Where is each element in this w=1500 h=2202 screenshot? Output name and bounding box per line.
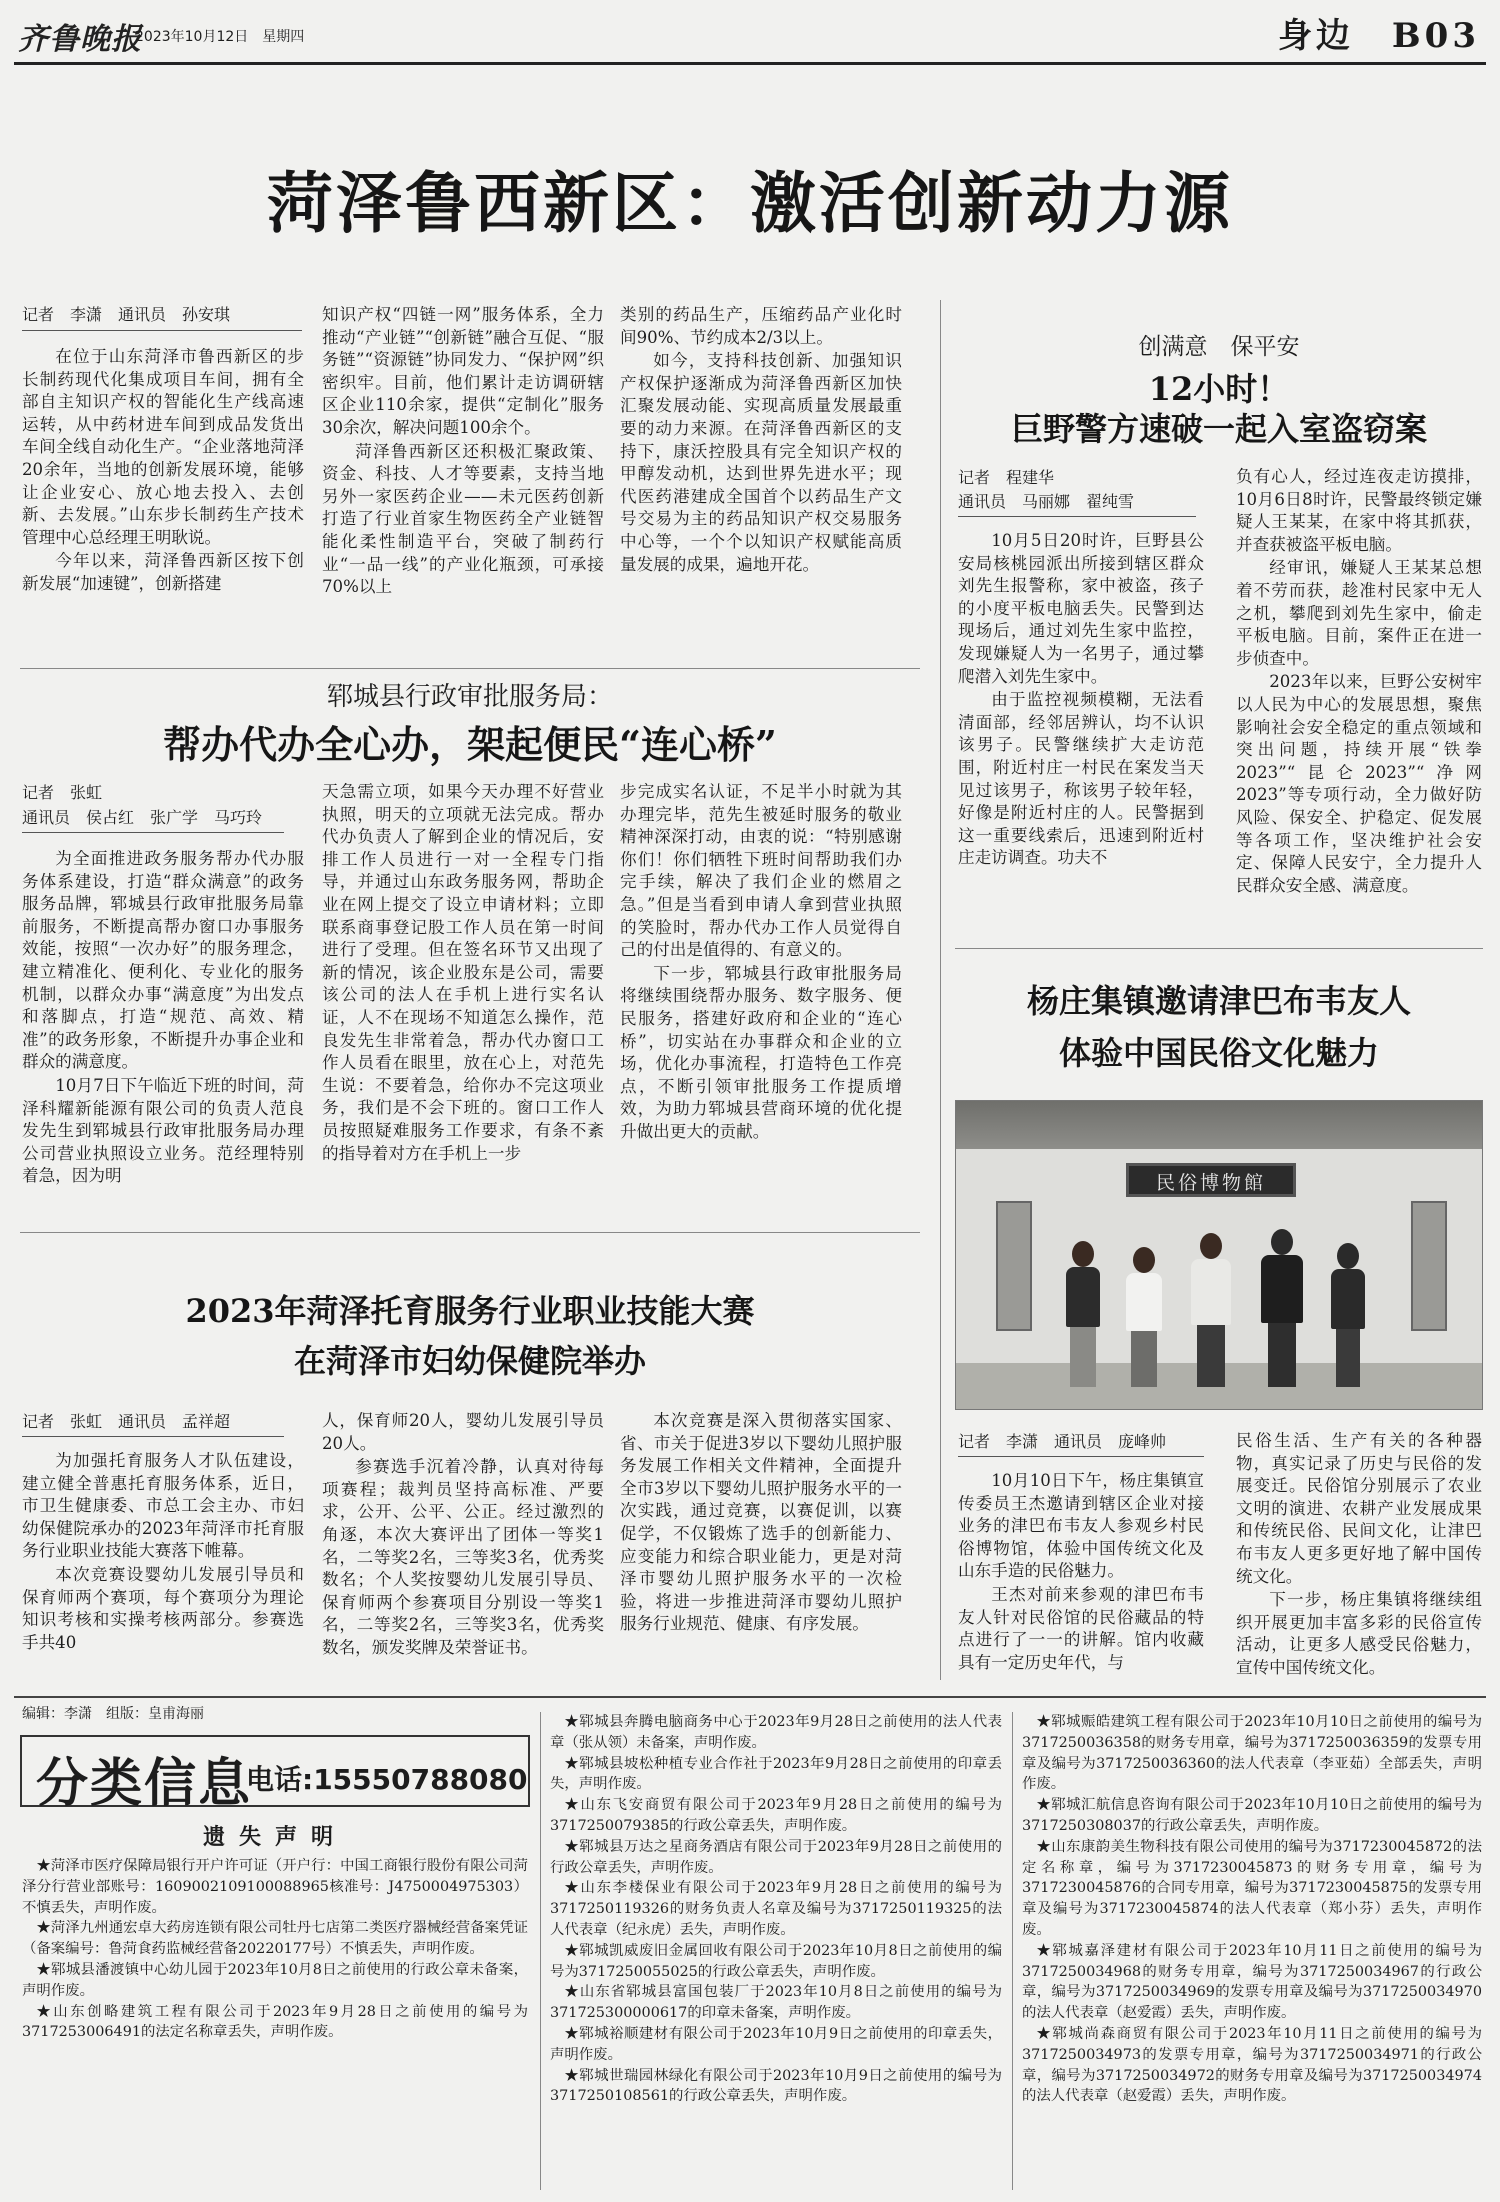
article5-headline-line2: 在菏泽市妇幼保健院举办: [293, 1342, 646, 1380]
article3-col1: [22, 848, 304, 1226]
article2-byline-rule: [958, 516, 1196, 517]
notices-col3: [1022, 1712, 1482, 2190]
article4-headline-line1: 杨庄集镇邀请津巴布韦友人: [1026, 982, 1411, 1020]
article2-headline-line2: 巨野警方速破一起入室盗窃案: [1010, 410, 1427, 448]
lost-notice-heading: 遗失声明: [202, 1824, 347, 1850]
article3-col2-para: 天急需立项，如果今天办理不好营业执照，明天的立项就无法完成。帮办代办负责人了解到企业的情况后，安排工作人员进行一对一全程专门指导，并通过山东政务服务网，帮助企业在网上提交了设立申请材料；立即联系商事登记股工作人员在第一时间进行了受理。但在签名环节又出现了新的情况，该企业股东是公司，需要该公司的法人在手机上进行实名认证，人不在现场不知道怎么操作，范良发先生非常着急，帮办代办窗口工作人员看在眼里，放在心上，对范先生说：不要着急，给你办不完这项业务，我们是不会下班的。窗口工作人员按照疑难服务工作要求，有条不紊的指导着对方在手机上一步: [322, 782, 604, 1163]
notice-item: ★郓城县奔腾电脑商务中心于2023年9月28日之前使用的法人代表章（张从领）未备案，声明作废。: [550, 1714, 1002, 1751]
article1-byline: 记者 李潇 通讯员 孙安琪: [22, 305, 231, 324]
person-figure: [1066, 1241, 1100, 1387]
classified-title: 分类信息: [36, 1753, 253, 1814]
notice-item: ★山东康韵美生物科技有限公司使用的编号为3717230045872的法定名称章，编号为3717230045873的财务专用章，编号为3717230045876的合同专用章，编号为3717230045875的发票专用章及编号为3717230045874的法人代表章（郑小芬）丢失，声明作废。: [1022, 1838, 1482, 1938]
article5-divider: [20, 1232, 920, 1233]
article5-byline-rule: [22, 1436, 284, 1437]
article3-col1-para: 10月7日下午临近下班的时间，菏泽科耀新能源有限公司的负责人范良发先生到郓城县行政审批服务局办理公司营业执照设立业务。范经理特别着急，因为明: [22, 1075, 304, 1186]
photo-roof: [956, 1101, 1482, 1151]
notice-item: ★山东飞安商贸有限公司于2023年9月28日之前使用的编号为3717250079385的行政公章丢失，声明作废。: [550, 1797, 1002, 1834]
article5-col2: [322, 1410, 604, 1682]
article4-col2-para: 民俗生活、生产有关的各种器物，真实记录了历史与民俗的发展变迁。民俗馆分别展示了农业文明的演进、农耕产业发展成果和传统民俗、民间文化，让津巴布韦友人更多更好地了解中国传统文化。: [1236, 1431, 1482, 1586]
notices-col1: [22, 1856, 528, 2186]
person-figure: [1191, 1233, 1231, 1387]
main-headline: 菏泽鲁西新区：激活创新动力源: [267, 164, 1233, 242]
article2-col2-para: 2023年以来，巨野公安树牢以人民为中心的发展思想，聚焦影响社会安全稳定的重点领域和突出问题，持续开展“铁拳2023”“昆仑2023”“净网2023”等专项行动，全力做好防风险、保安全、护稳定、促发展等各项工作，坚决维护社会安定、保障人民安宁，全力提升人民群众安全感、满意度。: [1236, 672, 1482, 895]
article1-col3-para: 如今，支持科技创新、加强知识产权保护逐渐成为菏泽鲁西新区加快汇聚发展动能、实现高质量发展最重要的动力来源。在菏泽鲁西新区的支持下，康沃控股具有完全知识产权的甲醇发动机，达到世界先进水平；现代医药港建成全国首个以药品生产文号交易为主的药品知识产权交易服务中心等，一个个以知识产权赋能高质量发展的成果，遍地开花。: [620, 351, 902, 574]
article2-col2: [1236, 466, 1482, 978]
article3-byline-rule: [22, 832, 284, 833]
article4-col1-para: 王杰对前来参观的津巴布韦友人针对民俗馆的民俗藏品的特点进行了一一的讲解。馆内收藏具有一定历史年代，与: [958, 1584, 1204, 1672]
editorial-rule: [14, 1696, 1486, 1698]
article5-col2-para: 人，保育师20人，婴幼儿发展引导员20人。: [322, 1411, 604, 1453]
article3-col3: [620, 781, 902, 1226]
notice-item: ★郓城嘉泽建材有限公司于2023年10月11日之前使用的编号为3717250034968的财务专用章，编号为3717250034967的行政公章，编号为3717250034969的发票专用章及编号为3717250034970的法人代表章（赵爱霞）丢失，声明作废。: [1022, 1942, 1482, 2022]
article2-divider: [955, 948, 1483, 949]
article2-byline1: 记者 程建华: [958, 468, 1055, 487]
museum-group-photo: [955, 1100, 1483, 1410]
masthead-rule: [14, 62, 1486, 65]
notices-divider: [540, 1712, 541, 2190]
classified-phone: 电话:15550788080: [246, 1763, 528, 1796]
photo-window: [996, 1201, 1032, 1331]
museum-plaque: 民俗博物館: [1126, 1163, 1296, 1197]
notice-item: ★郓城县坡松种植专业合作社于2023年9月28日之前使用的印章丢失，声明作废。: [550, 1755, 1002, 1793]
editor-credits: 编辑：李潇 组版：皇甫海丽: [22, 1706, 204, 1722]
notice-item: ★郓城凯威废旧金属回收有限公司于2023年10月8日之前使用的编号为3717250055025的行政公章丢失，声明作废。: [550, 1942, 1002, 1980]
article3-col1-para: 为全面推进政务服务帮办代办服务体系建设，打造“群众满意”的政务服务品牌，郓城县行政审批服务局靠前服务，不断提高帮办窗口办事服务效能，按照“一次办好”的服务理念，建立精准化、便利化、专业化的服务机制，以群众办事“满意度”为出发点和落脚点，打造“规范、高效、精准”的政务形象，不断提升办事企业和群众的满意度。: [22, 849, 304, 1072]
issue-date: 2023年10月12日 星期四: [135, 29, 305, 45]
notice-item: ★菏泽市医疗保障局银行开户许可证（开户行：中国工商银行股份有限公司菏泽分行营业部账号：1609002109100088965核准号：J4750004975303）不慎丢失，声明作废。: [22, 1858, 528, 1916]
notice-item: ★郓城县潘渡镇中心幼儿园于2023年10月8日之前使用的行政公章未备案，声明作废。: [22, 1961, 528, 1999]
article3-col3-para: 步完成实名认证，不足半小时就为其办理完毕，范先生被延时服务的敬业精神深深打动，由衷的说：“特别感谢你们！你们牺牲下班时间帮助我们办完手续，解决了我们企业的燃眉之急。”但是当看到申请人拿到营业执照的笑脸时，帮办代办工作人员觉得自己的付出是值得的、有意义的。: [620, 782, 902, 960]
article1-col1-para: 在位于山东菏泽市鲁西新区的步长制药现代化集成项目车间，拥有全部自主知识产权的智能化生产线高速运转，从中药材进车间到成品发货出车间全线自动化生产。“企业落地菏泽20余年，当地的创新发展环境，能够让企业安心、放心地去投入、去创新、去发展。”山东步长制药生产技术管理中心总经理王明耿说。: [22, 347, 304, 547]
article2-col1: [958, 530, 1204, 978]
column-divider: [940, 300, 941, 1680]
notice-item: ★山东创略建筑工程有限公司于2023年9月28日之前使用的编号为3717253006491的法定名称章丢失，声明作废。: [22, 2003, 528, 2041]
article1-col2: [322, 304, 604, 666]
article5-col2-para: 参赛选手沉着冷静，认真对待每项赛程；裁判员坚持高标准、严要求，公开、公平、公正。经过激烈的角逐，本次大赛评出了团体一等奖1名，二等奖2名，三等奖3名，优秀奖数名；个人奖按婴幼儿发展引导员、保育师两个参赛项目分别设一等奖1名，二等奖2名，三等奖3名，优秀奖数名，颁发奖牌及荣誉证书。: [322, 1457, 604, 1657]
article3-byline1: 记者 张虹: [22, 783, 103, 802]
notice-item: ★郓城世瑞园林绿化有限公司于2023年10月9日之前使用的编号为3717250108561的行政公章丢失，声明作废。: [550, 2067, 1002, 2105]
article5-byline: 记者 张虹 通讯员 孟祥超: [22, 1412, 231, 1431]
article1-col3: [620, 304, 902, 666]
notice-item: ★郓城赈皓建筑工程有限公司于2023年10月10日之前使用的编号为3717250036358的财务专用章，编号为3717250036359的发票专用章及编号为3717250036360的法人代表章（李亚茹）全部丢失，声明作废。: [1022, 1714, 1482, 1793]
article1-col2-para: 知识产权“四链一网”服务体系，全力推动“产业链”“创新链”融合互促、“服务链”“资源链”协同发力、“保护网”织密织牢。目前，他们累计走访调研辖区企业110余家，提供“定制化”服务30余次，解决问题100余个。: [322, 305, 604, 437]
section-label: 身边 B03: [1277, 16, 1480, 56]
article5-headline-line1: 2023年菏泽托育服务行业职业技能大赛: [185, 1292, 755, 1330]
article3-col3-para: 下一步，郓城县行政审批服务局将继续围绕帮办服务、数字服务、便民服务，搭建好政府和企业的“连心桥”，切实站在办事群众和企业的立场，优化办事流程，打造特色工作亮点，不断引领审批服务工作提质增效，为助力郓城县营商环境的优化提升做出更大的贡献。: [620, 963, 902, 1141]
person-figure: [1261, 1229, 1303, 1387]
notices-divider: [1012, 1712, 1013, 2190]
article5-col3-para: 本次竞赛是深入贯彻落实国家、省、市关于促进3岁以下婴幼儿照护服务发展工作相关文件精神，全面提升全市3岁以下婴幼儿照护服务水平的一次实践，通过竞赛，以赛促训，以赛促学，不仅锻炼了选手的创新能力、应变能力和综合职业能力，更是对菏泽市婴幼儿照护服务水平的一次检验，将进一步推进菏泽市婴幼儿照护服务行业规范、健康、有序发展。: [620, 1411, 902, 1634]
article2-headline-line1: 12小时！: [1148, 370, 1290, 408]
notices-col2: [550, 1712, 1002, 2190]
article2-byline2: 通讯员 马丽娜 翟纯雪: [958, 492, 1135, 511]
article2-col2-para: 经审讯，嫌疑人王某某总想着不劳而获，趁准村民家中无人之机，攀爬到刘先生家中，偷走平板电脑。目前，案件正在进一步侦查中。: [1236, 558, 1482, 668]
article5-col3: [620, 1410, 902, 1682]
notice-item: ★郓城裕顺建材有限公司于2023年10月9日之前使用的印章丢失，声明作废。: [550, 2025, 1002, 2063]
article2-col1-para: 由于监控视频模糊，无法看清面部，经邻居辨认，均不认识该男子。民警继续扩大走访范围，附近村庄一村民在案发当天见过该男子，称该男子较年轻，好像是附近村庄的人。民警据到这一重要线索后，迅速到附近村庄走访调查。功夫不: [958, 690, 1204, 868]
article3-divider: [20, 668, 920, 669]
newspaper-logo: 齐鲁晚报: [18, 22, 142, 57]
article1-col2-para: 菏泽鲁西新区还积极汇聚政策、资金、科技、人才等要素，支持当地另外一家医药企业——未元医药创新打造了行业首家生物医药全产业链智能化柔性制造平台，突破了制药行业“一品一线”的产业化瓶颈，可承接70%以上: [322, 441, 604, 597]
article4-col2: [1236, 1430, 1482, 1680]
article1-col3-para: 类别的药品生产，压缩药品产业化时间90%、节约成本2/3以上。: [620, 305, 902, 347]
notice-item: ★菏泽九州通宏卓大药房连锁有限公司牡丹七店第二类医疗器械经营备案凭证（备案编号：鲁菏食药监械经营备20220177号）不慎丢失，声明作废。: [22, 1920, 528, 1958]
photo-window: [1411, 1201, 1447, 1331]
notice-item: ★郓城尚森商贸有限公司于2023年10月11日之前使用的编号为3717250034973的发票专用章，编号为3717250034971的行政公章，编号为3717250034972的财务专用章及编号为3717250034974的法人代表章（赵爱霞）丢失，声明作废。: [1022, 2025, 1482, 2105]
article2-col1-para: 10月5日20时许，巨野县公安局核桃园派出所接到辖区群众刘先生报警称，家中被盗，孩子的小度平板电脑丢失。民警到达现场后，通过刘先生家中监控，发现嫌疑人为一名男子，通过攀爬潜入刘先生家中。: [958, 531, 1204, 686]
article4-byline-rule: [958, 1456, 1204, 1457]
article3-col2: [322, 781, 604, 1226]
notice-item: ★山东李楼保业有限公司于2023年9月28日之前使用的编号为3717250119326的财务负责人名章及编号为3717250119325的法人代表章（纪永虎）丢失，声明作废。: [550, 1880, 1002, 1938]
notice-item: ★郓城县万达之星商务酒店有限公司于2023年9月28日之前使用的行政公章丢失，声明作废。: [550, 1838, 1002, 1876]
person-figure: [1126, 1247, 1162, 1387]
article4-col1-para: 10月10日下午，杨庄集镇宣传委员王杰邀请到辖区企业对接业务的津巴布韦友人参观乡村民俗博物馆，体验中国传统文化及山东手造的民俗魅力。: [958, 1471, 1204, 1581]
article1-byline-rule: [22, 330, 302, 331]
notice-item: ★山东省郓城县富国包装厂于2023年10月8日之前使用的编号为371725300000617的印章未备案，声明作废。: [550, 1984, 1002, 2022]
article3-kicker: 郓城县行政审批服务局：: [326, 682, 613, 712]
article3-headline: 帮办代办全心办，架起便民“连心桥”: [163, 722, 777, 767]
person-figure: [1331, 1243, 1365, 1387]
article2-col2-para: 负有心人，经过连夜走访摸排，10月6日8时许，民警最终锁定嫌疑人王某某，在家中将其抓获，并查获被盗平板电脑。: [1236, 467, 1482, 554]
article5-col1-para: 为加强托育服务人才队伍建设，建立健全普惠托育服务体系，近日，市卫生健康委、市总工会主办、市妇幼保健院承办的2023年菏泽市托育服务行业职业技能大赛落下帷幕。: [22, 1451, 304, 1561]
article3-byline2: 通讯员 侯占红 张广学 马巧玲: [22, 808, 263, 827]
article4-byline: 记者 李潇 通讯员 庞峰帅: [958, 1432, 1167, 1451]
article1-col1: [22, 346, 304, 666]
article4-col2-para: 下一步，杨庄集镇将继续组织开展更加丰富多彩的民俗宣传活动，让更多人感受民俗魅力，宣传中国传统文化。: [1236, 1590, 1482, 1677]
article5-col1-para: 本次竞赛设婴幼儿发展引导员和保育师两个赛项，每个赛项分为理论知识考核和实操考核两部分。参赛选手共40: [22, 1564, 304, 1652]
article2-kicker: 创满意 保平安: [1138, 334, 1300, 360]
notice-item: ★郓城汇航信息咨询有限公司于2023年10月10日之前使用的编号为3717250308037的行政公章丢失，声明作废。: [1022, 1797, 1482, 1834]
article4-col1: [958, 1470, 1204, 1680]
article1-col1-para: 今年以来，菏泽鲁西新区按下创新发展“加速键”，创新搭建: [22, 551, 304, 593]
article5-col1: [22, 1450, 304, 1682]
article4-headline-line2: 体验中国民俗文化魅力: [1058, 1034, 1379, 1072]
